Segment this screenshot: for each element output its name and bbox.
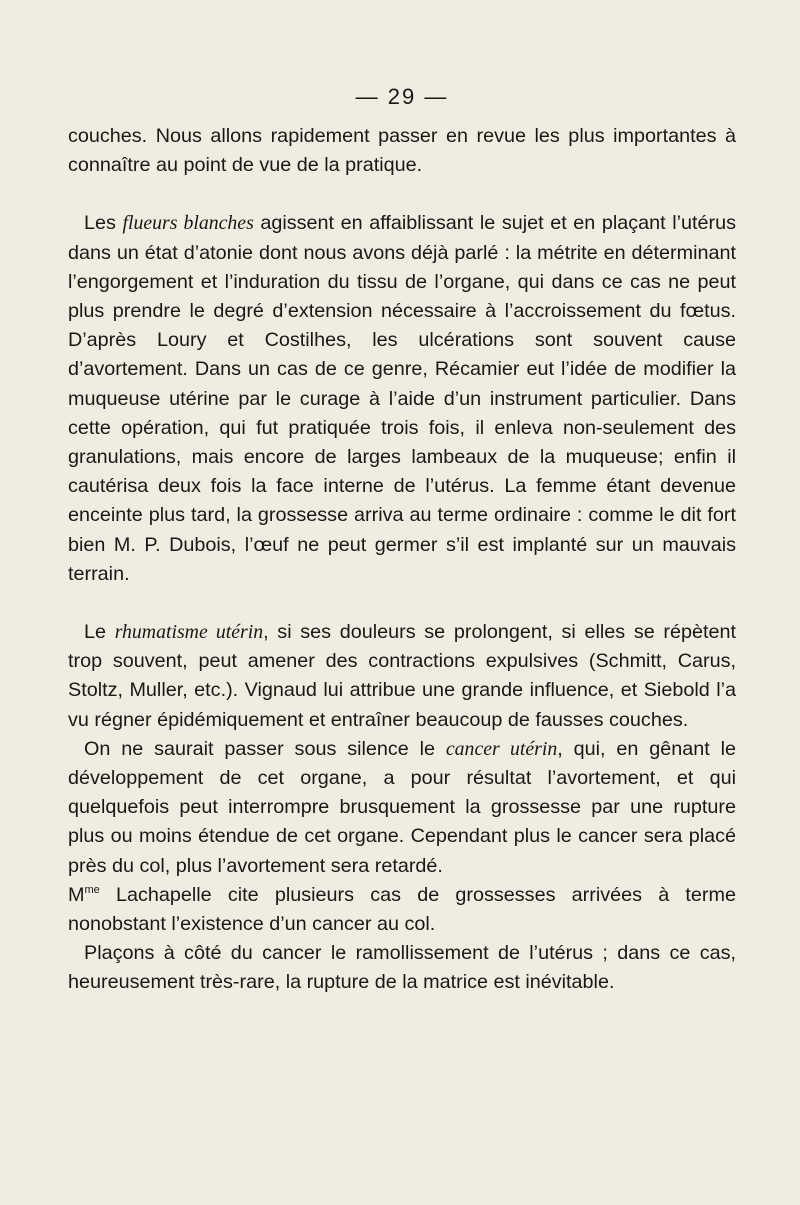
paragraph-ramollissement: Plaçons à côté du cancer le ramollissement de l’utérus ; dans ce cas, heureusement très-rare, la rupture de la matrice est inévitable. <box>68 942 736 994</box>
p4-after: , qui, en gênant le développement de cet organe, a pour résultat l’avortement, et qui quelquefois peut interrompre brusquement la grossesse par une rupture plus ou moins étendue de cet organe. Cependant plus le cancer sera placé près du col, plus l’avortement sera retardé. <box>68 737 736 877</box>
term-rhumatisme-uterin: rhumatisme utérin <box>114 621 264 644</box>
term-cancer-uterin: cancer utérin <box>445 737 558 760</box>
p5-superscript: me <box>84 883 100 896</box>
p5-text: Lachapelle cite plusieurs cas de grossesses arrivées à terme nonobstant l’existence d’un cancer au col. <box>68 883 736 936</box>
p4-before: On ne saurait passer sous silence le <box>84 737 446 760</box>
term-flueurs-blanches: flueurs blanches <box>122 212 254 235</box>
paragraph-continuation: couches. Nous allons rapidement passer en revue les plus importantes à connaître au point de vue de la pratique. <box>68 125 736 177</box>
page-number: — 29 — <box>355 84 449 109</box>
p3-after: , si ses douleurs se prolongent, si elles se répètent trop souvent, peut amener des contractions expulsives (Schmitt, Carus, Stoltz, Muller, etc.). Vignaud lui attribue une grande influence, et Siebold l’a vu régner épidémiquement et entraîner beaucoup de fausses couches. <box>68 621 737 731</box>
p2-after: agissent en affaiblissant le sujet et en plaçant l’utérus dans un état d’atonie dont nous avons déjà parlé : la métrite en déterminant l’engorgement et l’induration du tissu de l’organe, qui dans ce cas ne peut plus prendre le degré d’extension nécessaire à l’accroissement du fœtus. D’après Loury et Costilhes, les ulcérations sont souvent cause d’avortement. Dans un cas de ce genre, Récamier eut l’idée de modifier la muqueuse utérine par le curage à l’aide d’un instrument particulier. Dans cette opération, qui fut pratiquée trois fois, il enleva non-seulement des granulations, mais encore de larges lambeaux de la muqueuse; enfin il cautérisa deux fois la face interne de l’utérus. La femme étant devenue enceinte plus tard, la grossesse arriva au terme ordinaire : comme le dit fort bien M. P. Dubois, l’œuf ne peut germer s’il est implanté sur un mauvais terrain. <box>68 212 737 585</box>
paragraph-cancer <box>68 735 736 939</box>
paragraph-rhumatisme <box>68 618 736 735</box>
p3-before: Le <box>84 621 115 644</box>
paragraph-flueurs-blanches <box>68 209 736 589</box>
p2-before: Les <box>84 212 123 235</box>
p5-prefix: M <box>68 883 85 906</box>
